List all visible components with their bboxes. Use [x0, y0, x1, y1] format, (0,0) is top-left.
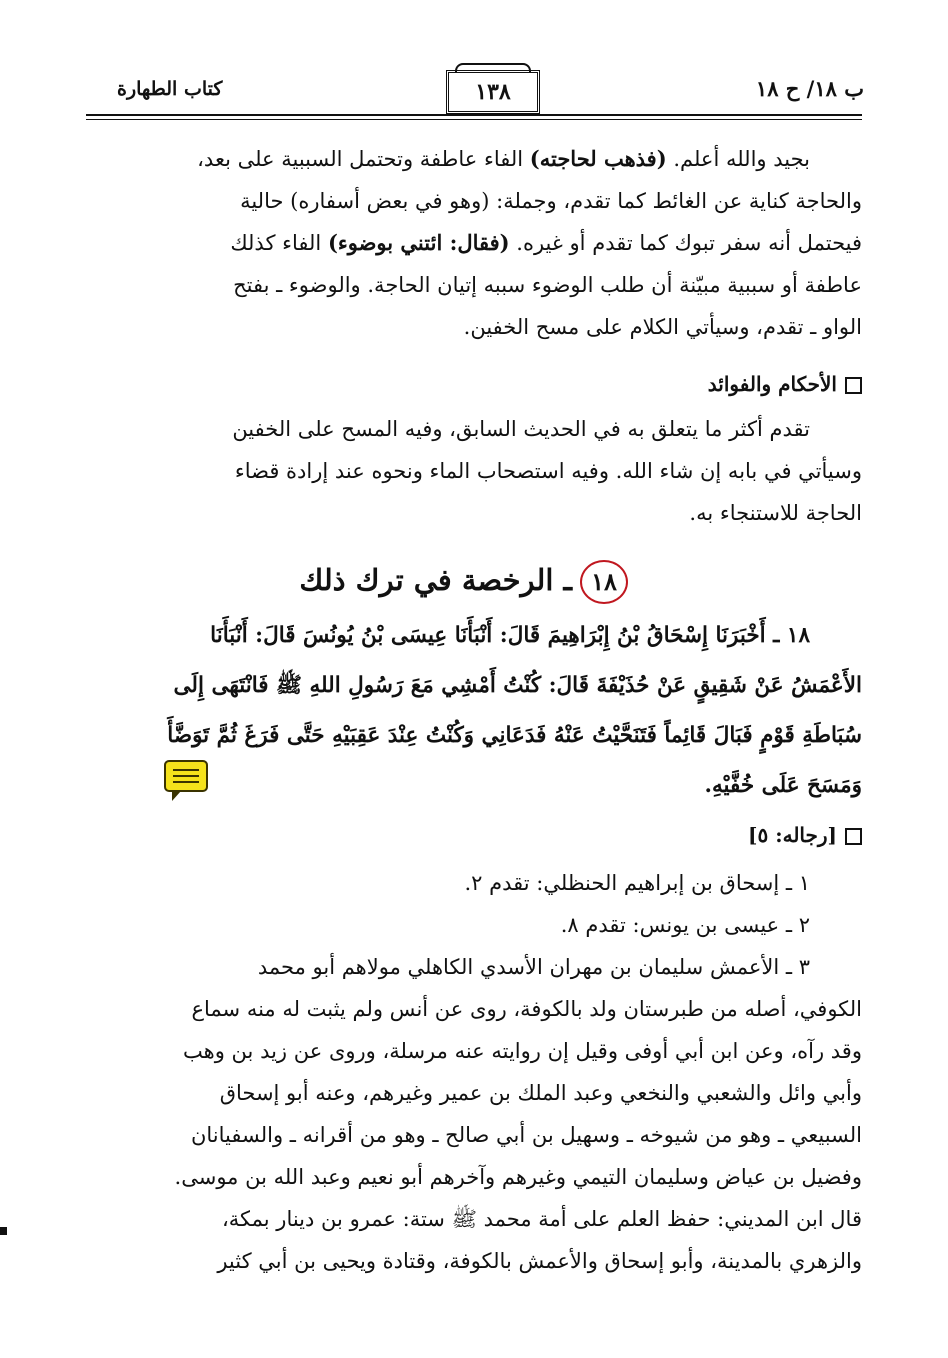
comment-note-icon[interactable]	[164, 760, 208, 792]
hadith-line: وَمَسَحَ عَلَى خُفَّيْهِ.	[704, 773, 862, 798]
margin-mark	[0, 1227, 7, 1235]
narrator-line: قال ابن المديني: حفظ العلم على أمة محمد ﷺ ستة: عمرو بن دينار بمكة،	[222, 1207, 862, 1231]
text-segment: فيحتمل أنه سفر تبوك كما تقدم أو غيره.	[509, 231, 862, 255]
intro-paragraph	[86, 138, 862, 348]
chapter-heading	[299, 560, 628, 604]
text-line	[86, 180, 862, 222]
hadith-line: الأَعْمَشُ عَنْ شَقِيقٍ عَنْ حُذَيْفَةَ قَالَ: كُنْتُ أَمْشِي مَعَ رَسُولِ اللهِ ﷺ فَانْتَهَى إِلَى	[173, 673, 862, 698]
rulings-heading	[708, 372, 862, 396]
text-segment: الفاء عاطفة وتحتمل السببية على بعد،	[197, 147, 530, 171]
narrator-line: وفضيل بن عياض وسليمان التيمي وغيرهم وآخرهم أبو نعيم وعبد الله بن موسى.	[174, 1165, 862, 1189]
narrator-line: وقد رآه، وعن ابن أبي أوفى وقيل إن روايته عنه مرسلة، وروى عن زيد بن وهب	[183, 1039, 862, 1063]
rulings-heading-text: الأحكام والفوائد	[707, 372, 837, 396]
quoted-phrase: (فذهب لحاجته)	[529, 146, 667, 171]
text-segment: بجيد والله أعلم.	[666, 147, 810, 171]
text-line: وسيأتي في بابه إن شاء الله. وفيه استصحاب الماء ونحوه عند إرادة قضاء	[234, 459, 862, 483]
header-book-title: كتاب الطهارة	[117, 78, 223, 100]
text-line	[86, 264, 862, 306]
text-line	[86, 138, 862, 180]
narrator-line: ٣ ـ الأعمش سليمان بن مهران الأسدي الكاهلي مولاهم أبو محمد	[257, 955, 810, 979]
narrators-list	[86, 862, 862, 1282]
text-line	[86, 222, 862, 264]
text-line: الحاجة للاستنجاء به.	[689, 501, 862, 525]
page-number: ١٣٨	[475, 79, 511, 105]
quoted-phrase: (فقال: ائتني بوضوء)	[327, 230, 510, 255]
narrator-line: والزهري بالمدينة، وأبو إسحاق والأعمش بالكوفة، وقتادة ويحيى بن أبي كثير	[217, 1249, 862, 1273]
header-rule	[86, 114, 862, 116]
header-reference: ب ١٨/ ح ١٨	[755, 76, 864, 101]
narrators-heading-text: [رجاله: ٥]	[748, 823, 837, 847]
rulings-paragraph	[86, 408, 862, 534]
narrator-line: السبيعي ـ وهو من شيوخه ـ وسهيل بن أبي صالح ـ وهو من أقرانه ـ والسفيانان	[190, 1123, 862, 1147]
chapter-title: ـ الرخصة في ترك ذلك	[299, 563, 572, 597]
text-segment: الواو ـ تقدم، وسيأتي الكلام على مسح الخفين.	[463, 315, 862, 339]
text-line	[86, 306, 862, 348]
text-segment: والحاجة كناية عن الغائط كما تقدم، وجملة: (وهو في بعض أسفاره) حالية	[240, 189, 862, 213]
text-segment: الفاء كذلك	[230, 231, 328, 255]
narrator-line: وأبي وائل والشعبي والنخعي وعبد الملك بن عمير وغيرهم، وعنه أبو إسحاق	[219, 1081, 862, 1105]
narrator-line: الكوفي، أصله من طبرستان ولد بالكوفة، روى عن أنس ولم يثبت له منه سماع	[191, 997, 862, 1021]
text-segment: عاطفة أو سببية مبيّنة أن طلب الوضوء سببه إتيان الحاجة. والوضوء ـ بفتح	[233, 273, 862, 297]
hadith-line: سُبَاطَةِ قَوْمٍ فَبَالَ قَائِماً فَتَنَحَّيْتُ عَنْهُ فَدَعَانِي وَكُنْتُ عِنْدَ عَقِبَيْهِ حَتَّى فَرَغَ ثُمَّ تَوَضَّأَ	[167, 723, 862, 748]
chapter-number: ١٨	[580, 560, 628, 604]
header-rule-thin	[86, 119, 862, 120]
hadith-line: ١٨ ـ أَخْبَرَنَا إِسْحَاقُ بْنُ إِبْرَاهِيمَ قَالَ: أَنْبَأَنَا عِيسَى بْنُ يُونُسَ قَالَ: أَنْبَأَنَا	[210, 623, 810, 648]
square-bullet-icon	[845, 828, 862, 845]
page-number-box	[446, 70, 540, 114]
narrator-line: ١ ـ إسحاق بن إبراهيم الحنظلي: تقدم ٢.	[464, 871, 810, 895]
narrators-heading	[748, 823, 862, 847]
narrator-line: ٢ ـ عيسى بن يونس: تقدم ٨.	[560, 913, 810, 937]
square-bullet-icon	[845, 377, 862, 394]
text-line: تقدم أكثر ما يتعلق به في الحديث السابق، وفيه المسح على الخفين	[232, 417, 810, 441]
